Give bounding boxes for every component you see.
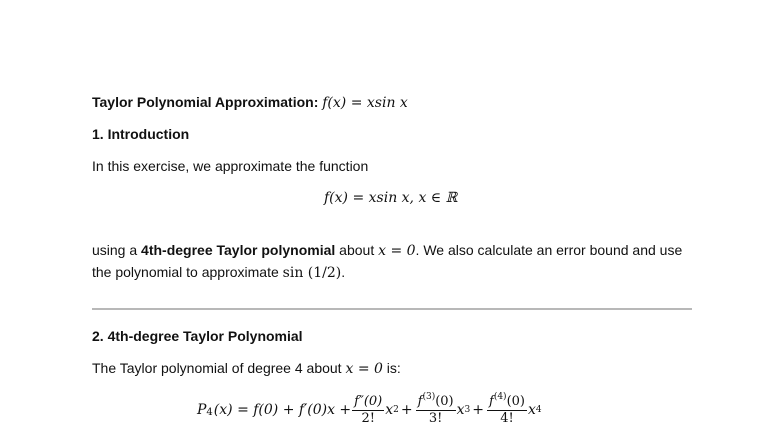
fraction-numerator bbox=[416, 394, 456, 410]
paragraph-line-1 bbox=[92, 241, 682, 260]
formula-lhs-arg: (x) = f(0) + f′(0)x + bbox=[213, 402, 352, 418]
title-text: Taylor Polynomial Approximation: bbox=[92, 94, 323, 110]
para-text: . bbox=[341, 264, 346, 280]
fraction-denominator: 3! bbox=[428, 411, 443, 426]
title-math: f(x) = xsin x bbox=[322, 95, 408, 111]
formula-lhs-sub: 4 bbox=[206, 407, 213, 418]
display-formula: f(x) = xsin x, x ∈ ℝ bbox=[324, 190, 458, 206]
fraction-denominator: 4! bbox=[500, 411, 514, 426]
document-title bbox=[92, 93, 408, 112]
plus-sign: + bbox=[400, 402, 413, 418]
plus-sign: + bbox=[472, 402, 484, 418]
numerator-order: (4) bbox=[493, 392, 507, 402]
numerator-f: f bbox=[489, 394, 494, 409]
fraction-term-3 bbox=[416, 394, 456, 426]
paragraph-line-2 bbox=[92, 263, 345, 282]
fraction-numerator bbox=[487, 394, 527, 410]
section-divider bbox=[92, 308, 692, 310]
taylor-formula: P 4 (x) = f(0) + f′(0)x + $\frac{f''(0)}{2!}$ x 2 + $\frac{f^{(3)}(0)}{3!}$ x 3 + $\frac{f^{(4)}(0)}{4!}$ x 4 bbox=[197, 392, 542, 426]
intro-math: x = 0 bbox=[345, 361, 383, 377]
numerator-arg: (0) bbox=[506, 394, 525, 409]
intro-text: is: bbox=[386, 360, 401, 376]
term-variable: x bbox=[456, 402, 465, 418]
fraction-denominator: 2! bbox=[361, 411, 375, 426]
para-math: sin (1/2) bbox=[282, 265, 342, 281]
intro-text: The Taylor polynomial of degree 4 about bbox=[92, 360, 346, 376]
para-text: . We also calculate an error bound and use bbox=[415, 242, 683, 258]
para-bold-term: 4th-degree Taylor polynomial bbox=[141, 242, 336, 258]
fraction-term-4 bbox=[487, 394, 527, 426]
fraction-term-2 bbox=[352, 394, 384, 426]
section2-intro bbox=[92, 359, 401, 378]
fraction-numerator: f″(0) bbox=[354, 394, 383, 409]
numerator-f: f bbox=[417, 394, 423, 409]
intro-sentence: In this exercise, we approximate the function bbox=[92, 158, 369, 174]
term-variable: x bbox=[527, 402, 536, 418]
para-text: using a bbox=[92, 242, 142, 258]
term-variable: x bbox=[385, 402, 394, 418]
section-heading-introduction: 1. Introduction bbox=[92, 126, 190, 142]
section-heading-taylor-polynomial: 2. 4th-degree Taylor Polynomial bbox=[92, 328, 303, 344]
numerator-arg: (0) bbox=[435, 394, 454, 409]
para-math: x = 0 bbox=[378, 243, 416, 259]
para-text: the polynomial to approximate bbox=[92, 264, 283, 280]
para-text: about bbox=[335, 242, 379, 258]
numerator-order: (3) bbox=[422, 392, 436, 402]
formula-lhs: P bbox=[197, 402, 207, 418]
